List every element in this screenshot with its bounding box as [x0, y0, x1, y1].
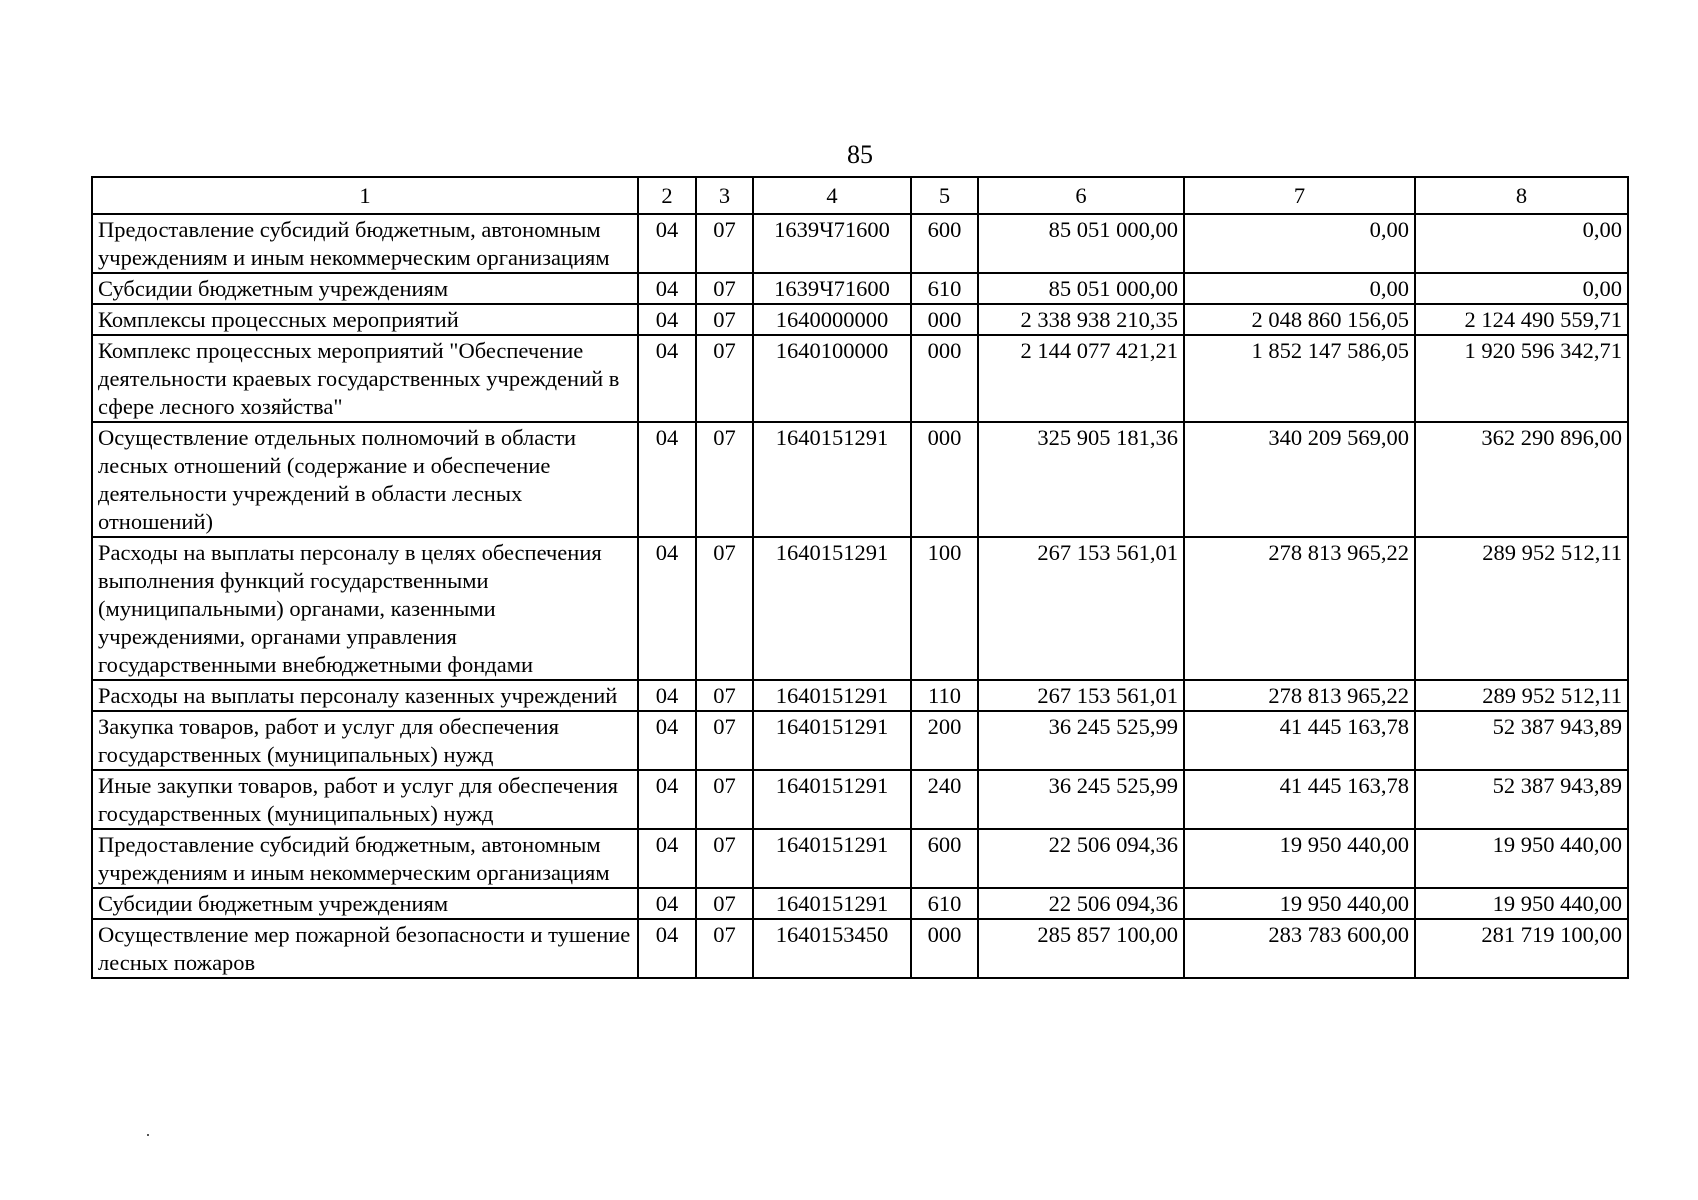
column-header: 1 [92, 177, 638, 214]
expense-type-code: 000 [911, 919, 978, 978]
page-number: 85 [847, 140, 873, 169]
expense-type-code: 000 [911, 304, 978, 335]
section-code: 04 [638, 304, 696, 335]
target-article-code: 1639Ч71600 [753, 273, 911, 304]
table-row [92, 537, 1628, 680]
row-name: Осуществление отдельных полномочий в области лесных отношений (содержание и обеспечение деятельности учреждений в области лесных отношений) [92, 422, 638, 537]
section-code: 04 [638, 214, 696, 273]
amount-col6: 22 506 094,36 [978, 888, 1184, 919]
amount-col7: 19 950 440,00 [1184, 888, 1415, 919]
target-article-code: 1640151291 [753, 770, 911, 829]
target-article-code: 1640151291 [753, 888, 911, 919]
subsection-code: 07 [696, 919, 753, 978]
target-article-code: 1640151291 [753, 711, 911, 770]
column-header: 2 [638, 177, 696, 214]
amount-col8: 289 952 512,11 [1415, 680, 1628, 711]
row-name: Осуществление мер пожарной безопасности и тушение лесных пожаров [92, 919, 638, 978]
row-name: Комплекс процессных мероприятий "Обеспечение деятельности краевых государственных учреждений в сфере лесного хозяйства" [92, 335, 638, 422]
table-row [92, 888, 1628, 919]
table-row [92, 304, 1628, 335]
target-article-code: 1640151291 [753, 829, 911, 888]
section-code: 04 [638, 422, 696, 537]
subsection-code: 07 [696, 680, 753, 711]
column-header: 3 [696, 177, 753, 214]
amount-col8: 52 387 943,89 [1415, 711, 1628, 770]
subsection-code: 07 [696, 537, 753, 680]
expense-type-code: 000 [911, 335, 978, 422]
target-article-code: 1640151291 [753, 680, 911, 711]
expense-type-code: 600 [911, 214, 978, 273]
column-header: 6 [978, 177, 1184, 214]
amount-col7: 278 813 965,22 [1184, 537, 1415, 680]
amount-col6: 2 144 077 421,21 [978, 335, 1184, 422]
column-header: 8 [1415, 177, 1628, 214]
amount-col7: 2 048 860 156,05 [1184, 304, 1415, 335]
section-code: 04 [638, 888, 696, 919]
column-header: 7 [1184, 177, 1415, 214]
amount-col8: 289 952 512,11 [1415, 537, 1628, 680]
table-row [92, 680, 1628, 711]
amount-col6: 2 338 938 210,35 [978, 304, 1184, 335]
section-code: 04 [638, 680, 696, 711]
amount-col6: 36 245 525,99 [978, 770, 1184, 829]
subsection-code: 07 [696, 422, 753, 537]
column-header: 4 [753, 177, 911, 214]
amount-col7: 0,00 [1184, 214, 1415, 273]
subsection-code: 07 [696, 770, 753, 829]
table-row [92, 829, 1628, 888]
amount-col7: 283 783 600,00 [1184, 919, 1415, 978]
subsection-code: 07 [696, 273, 753, 304]
amount-col6: 36 245 525,99 [978, 711, 1184, 770]
target-article-code: 1639Ч71600 [753, 214, 911, 273]
amount-col8: 0,00 [1415, 214, 1628, 273]
row-name: Комплексы процессных мероприятий [92, 304, 638, 335]
amount-col7: 19 950 440,00 [1184, 829, 1415, 888]
amount-col7: 41 445 163,78 [1184, 770, 1415, 829]
amount-col6: 285 857 100,00 [978, 919, 1184, 978]
section-code: 04 [638, 273, 696, 304]
row-name: Субсидии бюджетным учреждениям [92, 888, 638, 919]
amount-col7: 0,00 [1184, 273, 1415, 304]
section-code: 04 [638, 711, 696, 770]
subsection-code: 07 [696, 214, 753, 273]
subsection-code: 07 [696, 335, 753, 422]
section-code: 04 [638, 335, 696, 422]
amount-col6: 85 051 000,00 [978, 214, 1184, 273]
section-code: 04 [638, 919, 696, 978]
table-row [92, 273, 1628, 304]
target-article-code: 1640100000 [753, 335, 911, 422]
scan-speck [147, 1134, 149, 1136]
row-name: Закупка товаров, работ и услуг для обеспечения государственных (муниципальных) нужд [92, 711, 638, 770]
subsection-code: 07 [696, 711, 753, 770]
target-article-code: 1640153450 [753, 919, 911, 978]
target-article-code: 1640000000 [753, 304, 911, 335]
amount-col8: 0,00 [1415, 273, 1628, 304]
amount-col7: 340 209 569,00 [1184, 422, 1415, 537]
section-code: 04 [638, 829, 696, 888]
expense-type-code: 610 [911, 888, 978, 919]
amount-col8: 19 950 440,00 [1415, 829, 1628, 888]
amount-col6: 325 905 181,36 [978, 422, 1184, 537]
amount-col6: 85 051 000,00 [978, 273, 1184, 304]
expense-type-code: 610 [911, 273, 978, 304]
amount-col8: 281 719 100,00 [1415, 919, 1628, 978]
amount-col6: 22 506 094,36 [978, 829, 1184, 888]
amount-col8: 2 124 490 559,71 [1415, 304, 1628, 335]
row-name: Субсидии бюджетным учреждениям [92, 273, 638, 304]
table-row [92, 919, 1628, 978]
table-row [92, 711, 1628, 770]
amount-col8: 362 290 896,00 [1415, 422, 1628, 537]
expense-type-code: 200 [911, 711, 978, 770]
row-name: Расходы на выплаты персоналу в целях обеспечения выполнения функций государственными (муниципальными) органами, казенными учреждениями, органами управления государственными внебюджетными фондами [92, 537, 638, 680]
amount-col6: 267 153 561,01 [978, 537, 1184, 680]
table-header-row [92, 177, 1628, 214]
row-name: Предоставление субсидий бюджетным, автономным учреждениям и иным некоммерческим организациям [92, 214, 638, 273]
expense-type-code: 600 [911, 829, 978, 888]
table-row [92, 770, 1628, 829]
amount-col8: 1 920 596 342,71 [1415, 335, 1628, 422]
expense-type-code: 100 [911, 537, 978, 680]
subsection-code: 07 [696, 888, 753, 919]
target-article-code: 1640151291 [753, 422, 911, 537]
budget-table [91, 176, 1629, 979]
column-header: 5 [911, 177, 978, 214]
section-code: 04 [638, 770, 696, 829]
subsection-code: 07 [696, 829, 753, 888]
table-row [92, 422, 1628, 537]
table-row [92, 214, 1628, 273]
amount-col7: 278 813 965,22 [1184, 680, 1415, 711]
expense-type-code: 240 [911, 770, 978, 829]
row-name: Предоставление субсидий бюджетным, автономным учреждениям и иным некоммерческим организациям [92, 829, 638, 888]
amount-col7: 41 445 163,78 [1184, 711, 1415, 770]
row-name: Иные закупки товаров, работ и услуг для обеспечения государственных (муниципальных) нужд [92, 770, 638, 829]
amount-col7: 1 852 147 586,05 [1184, 335, 1415, 422]
subsection-code: 07 [696, 304, 753, 335]
expense-type-code: 110 [911, 680, 978, 711]
section-code: 04 [638, 537, 696, 680]
row-name: Расходы на выплаты персоналу казенных учреждений [92, 680, 638, 711]
expense-type-code: 000 [911, 422, 978, 537]
amount-col6: 267 153 561,01 [978, 680, 1184, 711]
amount-col8: 52 387 943,89 [1415, 770, 1628, 829]
target-article-code: 1640151291 [753, 537, 911, 680]
table-row [92, 335, 1628, 422]
amount-col8: 19 950 440,00 [1415, 888, 1628, 919]
